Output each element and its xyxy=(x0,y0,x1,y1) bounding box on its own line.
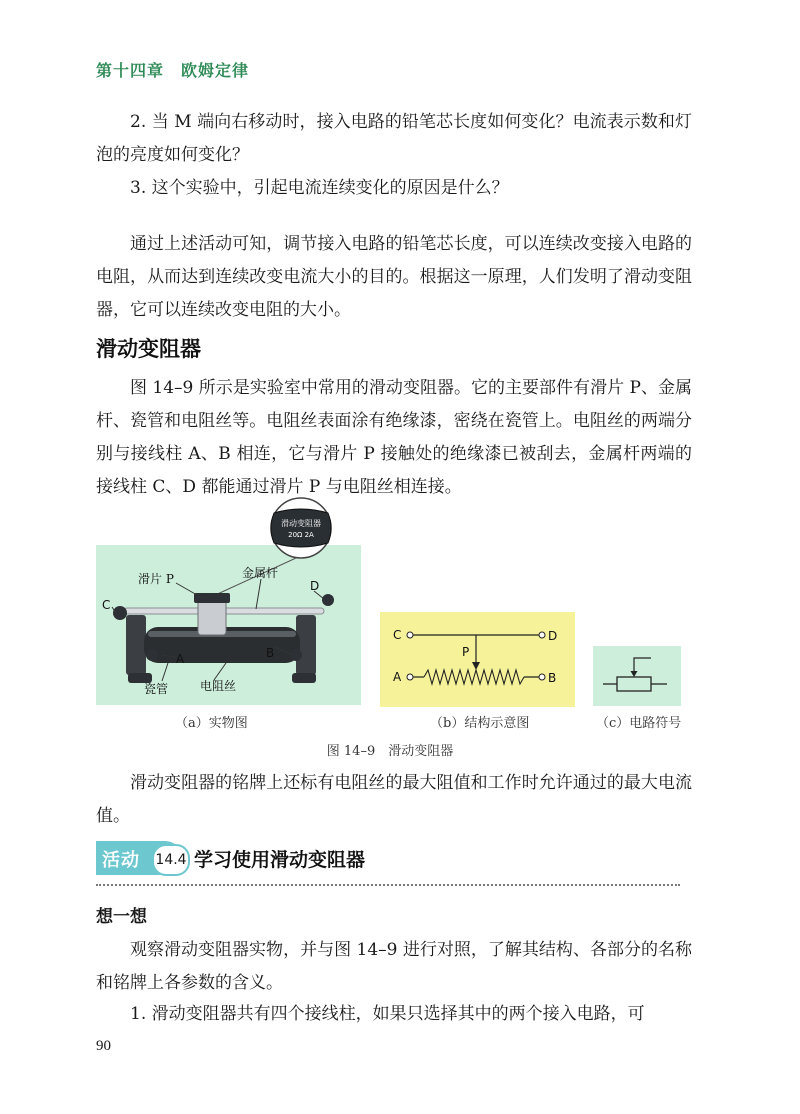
label-tube: 瓷管 xyxy=(144,682,169,696)
question-3: 3. 这个实验中，引起电流连续变化的原因是什么？ xyxy=(130,178,509,198)
left-bracket xyxy=(126,615,146,675)
label-c: C xyxy=(102,598,111,612)
nameplate-note: 滑动变阻器的铭牌上还标有电阻丝的最大阻值和工作时允许通过的最大电流值。 xyxy=(96,773,692,826)
nameplate-line2: 20Ω 2A xyxy=(288,531,314,539)
schematic-label-d: D xyxy=(548,629,558,643)
activity-title: 学习使用滑动变阻器 xyxy=(194,849,366,871)
caption-b: （b）结构示意图 xyxy=(430,716,530,731)
label-metal-rod: 金属杆 xyxy=(242,566,279,580)
activity-word: 活动 xyxy=(102,850,140,871)
terminal-d-knob xyxy=(322,594,334,606)
section-title: 滑动变阻器 xyxy=(96,337,201,361)
schematic-label-c: C xyxy=(393,628,402,642)
terminal-a-knob xyxy=(146,649,158,661)
activity-divider xyxy=(96,884,680,886)
figure-schematic xyxy=(380,612,575,707)
schematic-label-b: B xyxy=(548,671,557,685)
chapter-header: 第十四章 欧姆定律 xyxy=(96,61,250,80)
caption-c: （c）电路符号 xyxy=(596,716,682,731)
label-d: D xyxy=(310,579,320,593)
symbol-background xyxy=(593,646,681,706)
think-heading: 想一想 xyxy=(96,907,147,927)
schematic-label-a: A xyxy=(393,670,402,684)
label-slider-p: 滑片 P xyxy=(138,572,174,586)
activity-banner xyxy=(96,841,680,875)
schematic-label-p: P xyxy=(462,645,470,659)
nameplate-line1: 滑动变阻器 xyxy=(281,519,321,528)
figure-symbol xyxy=(593,646,681,706)
schematic-background xyxy=(380,612,575,707)
think-paragraph-2: 1. 滑动变阻器共有四个接线柱，如果只选择其中的两个接入电路，可 xyxy=(130,1004,645,1024)
nameplate-plate xyxy=(271,509,331,547)
caption-a: （a）实物图 xyxy=(175,716,248,731)
think-paragraph-1: 观察滑动变阻器实物，并与图 14–9 进行对照，了解其结构、各部分的名称和铭牌上各参数的含义。 xyxy=(96,940,692,993)
question-2: 2. 当 M 端向右移动时，接入电路的铅笔芯长度如何变化？电流表示数和灯泡的亮度如何变化？ xyxy=(96,112,692,165)
page-number: 90 xyxy=(96,1038,111,1054)
terminal-c-knob xyxy=(113,606,127,620)
label-b: B xyxy=(266,646,275,660)
summary-paragraph: 通过上述活动可知，调节接入电路的铅笔芯长度，可以连续改变接入电路的电阻，从而达到连续改变电流大小的目的。根据这一原理，人们发明了滑动变阻器，它可以连续改变电阻的大小。 xyxy=(96,234,692,320)
label-wire: 电阻丝 xyxy=(200,679,237,693)
figure-photo xyxy=(96,495,366,710)
activity-number: 14.4 xyxy=(152,844,190,876)
label-a: A xyxy=(176,652,185,666)
figure-title: 图 14–9 滑动变阻器 xyxy=(326,744,454,759)
section-body: 图 14–9 所示是实验室中常用的滑动变阻器。它的主要部件有滑片 P、金属杆、瓷管和电阻丝等。电阻丝表面涂有绝缘漆，密绕在瓷管上。电阻丝的两端分别与接线柱 A、B 相连，它与滑片 P 接触处的绝缘漆已被刮去，金属杆两端的接线柱 C、D 都能通过滑片 P 与电阻丝相连接。 xyxy=(96,378,692,497)
